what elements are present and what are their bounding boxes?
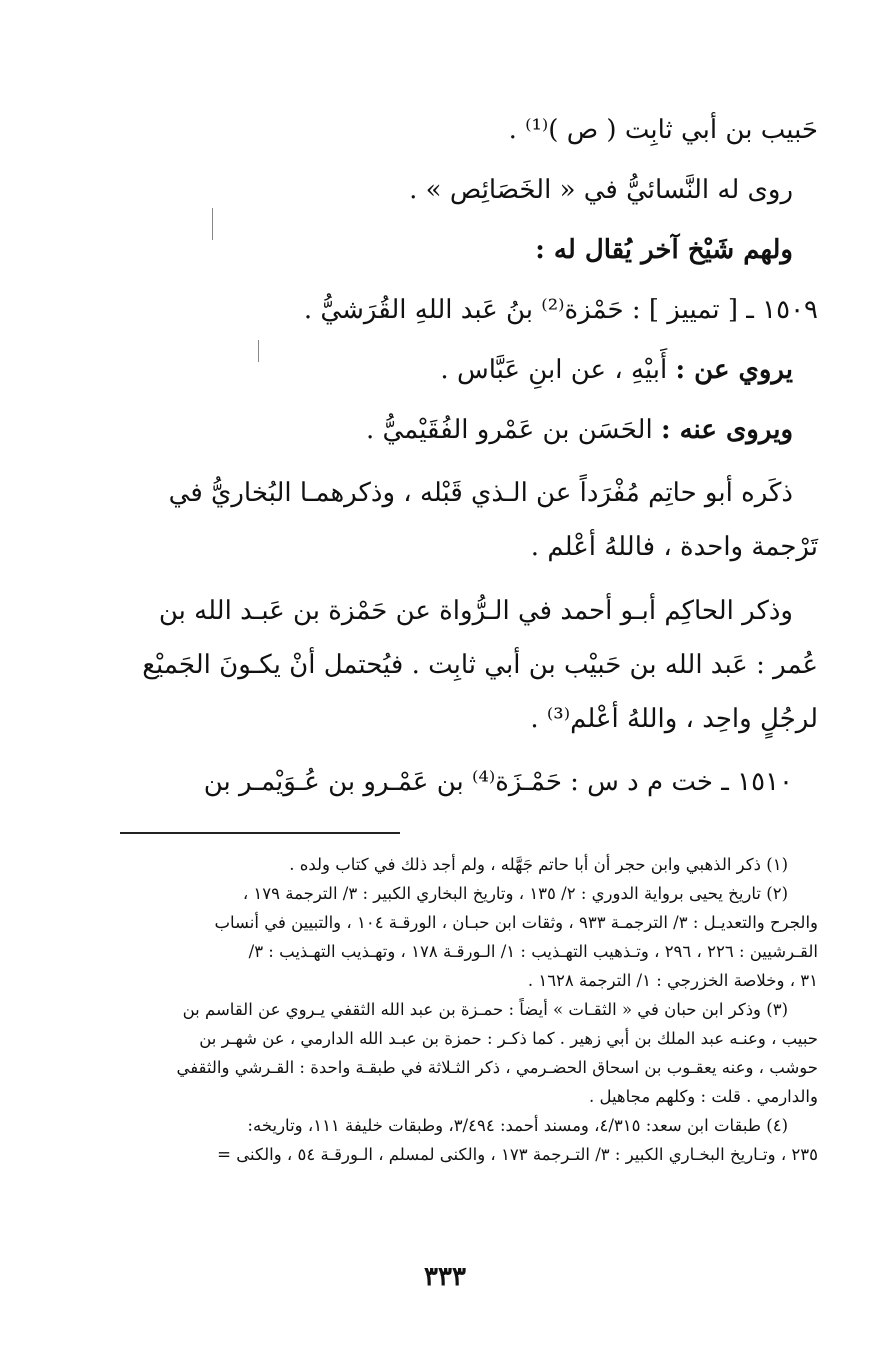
narrates-from-text: أَبيْهِ ، عن ابنِ عَبَّاس . <box>440 355 676 385</box>
page-number: ٣٣٣ <box>424 1262 466 1292</box>
footnote-3-line-1: (٣) وذكر ابن حبان في « الثقـات » أيضاً : حمـزة بن عبد الله الثقفي يـروي عن القاسم بن <box>182 1000 788 1019</box>
scan-mark <box>212 208 213 240</box>
paragraph-1-line-1: ذكَره أبو حاتِم مُفْرَداً عن الـذي قَبْله ، وذكرهمـا البُخاريُّ في <box>168 478 793 508</box>
narrates-from-line <box>133 340 818 400</box>
footnote-2-line-4: ٣١ ، وخلاصة الخزرجي : ١/ الترجمة ١٦٢٨ . <box>527 971 818 990</box>
footnote-4-line-1: (٤) طبقات ابن سعد: ٤/٣١٥، ومسند أحمد: ٣/٤٩٤، وطبقات خليفة ١١١، وتاريخه: <box>247 1116 788 1135</box>
footnote-3-line-3: حوشب ، وعنه يعقـوب بن اسحاق الحضـرمي ، ذكر الثـلاثة في طبقـة واحدة : القـرشي والثقفي <box>176 1058 818 1077</box>
footnotes <box>123 850 818 1169</box>
narrated-by-line <box>133 400 818 460</box>
entry-1509: ١٥٠٩ ـ [ تمييز ] : حَمْزة⁽²⁾ بنُ عَبد اللهِ القُرَشيُّ . <box>303 295 818 325</box>
narrated-by-label: ويروى عنه : <box>660 415 793 445</box>
heading-line: حَبيب بن أبي ثابِت ( ص )⁽¹⁾ . <box>508 115 818 145</box>
narrated-by-text: الحَسَن بن عَمْرو الفُقَيْميُّ . <box>365 415 661 445</box>
paragraph-1-line-2: تَرْجمة واحدة ، فاللهُ أعْلم . <box>530 532 818 562</box>
footnote-1: (١) ذكر الذهبي وابن حجر أن أبا حاتم جَهَّله ، ولم أجد ذلك في كتاب ولده . <box>289 855 788 874</box>
footnote-separator <box>120 832 400 834</box>
paragraph-2-line-1: وذكر الحاكِم أبـو أحمد في الـرُّواة عن حَمْزة بن عَبـد الله بن <box>158 596 793 626</box>
paragraph-2-line-2: عُمر : عَبد الله بن حَبيْب بن أبي ثابِت . فيُحتمل أنْ يكـونَ الجَميْع <box>142 650 818 680</box>
narrates-from-label: يروي عن : <box>675 355 793 385</box>
footnote-3-line-2: حبيب ، وعنـه عبد الملك بن أبي زهير . كما ذكـر : حمزة بن عبـد الله الدارمي ، عن شهـر بن <box>199 1029 818 1048</box>
main-text <box>133 100 818 812</box>
footnote-4-line-2: ٢٣٥ ، وتـاريخ البخـاري الكبير : ٣/ التـرجمة ١٧٣ ، والكنى لمسلم ، الـورقـة ٥٤ ، والكنى = <box>217 1145 818 1164</box>
footnote-2-line-1: (٢) تاريخ يحيى برواية الدوري : ٢/ ١٣٥ ، وتاريخ البخاري الكبير : ٣/ الترجمة ١٧٩ ، <box>242 884 788 903</box>
entry-1510: ١٥١٠ ـ خت م د س : حَمْـزَة⁽⁴⁾ بن عَمْـرو بن عُـوَيْمـر بن <box>203 767 793 797</box>
paragraph-2-line-3: لرجُلٍ واحِد ، واللهُ أعْلم⁽³⁾ . <box>530 704 818 734</box>
text-line: روى له النَّسائيُّ في « الخَصَائِص » . <box>409 175 793 205</box>
footnote-2-line-3: القـرشيين : ٢٢٦ ، ٢٩٦ ، وتـذهيب التهـذيب : ١/ الـورقـة ١٧٨ ، وتهـذيب التهـذيب : ٣/ <box>248 942 818 961</box>
text-line-bold: ولهم شَيْخ آخر يُقال له : <box>535 235 793 265</box>
footnote-3-line-4: والدارمي . قلت : وكلهم مجاهيل . <box>588 1087 818 1106</box>
scan-mark <box>258 340 259 362</box>
footnote-2-line-2: والجرح والتعديـل : ٣/ الترجمـة ٩٣٣ ، وثقات ابن حبـان ، الورقـة ١٠٤ ، والتبيين في أنساب <box>214 913 818 932</box>
